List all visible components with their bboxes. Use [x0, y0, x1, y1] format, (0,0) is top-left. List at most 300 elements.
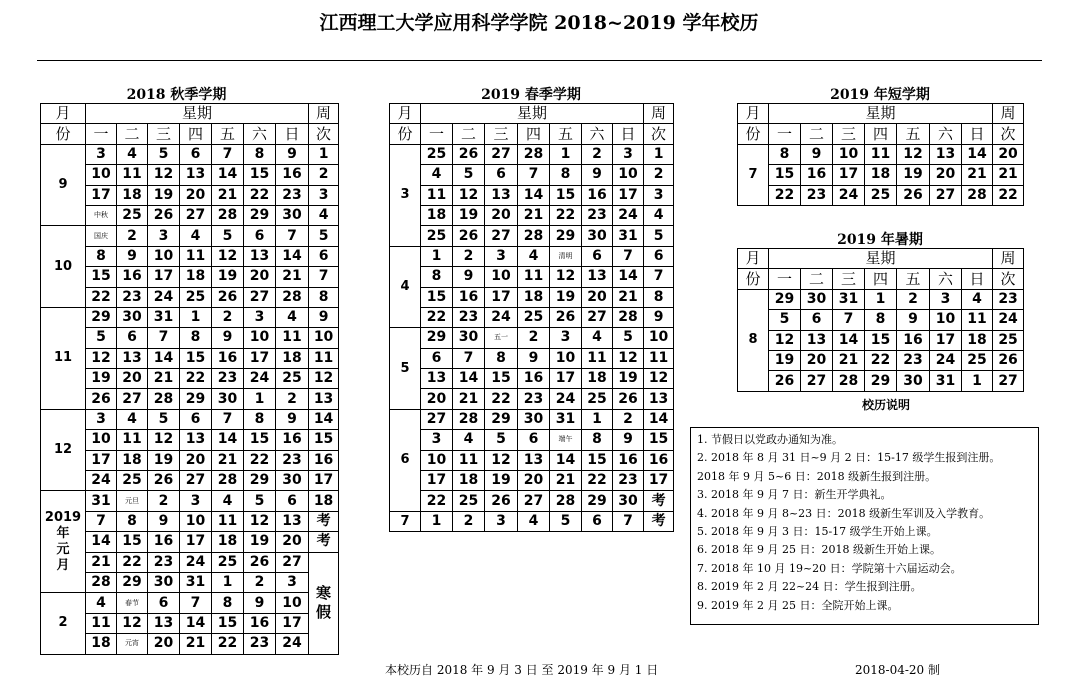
header-row	[738, 124, 1024, 144]
date-cell: 8	[769, 144, 801, 164]
date-cell: 31	[613, 226, 644, 246]
date-cell: 19	[86, 369, 117, 389]
date-cell: 18	[453, 471, 485, 491]
date-cell: 15	[421, 287, 453, 307]
date-cell: 16	[801, 165, 833, 185]
date-cell: 23	[613, 471, 644, 491]
date-cell: 3	[244, 307, 276, 327]
week-number: 4	[309, 205, 339, 225]
date-cell: 22	[865, 350, 897, 370]
week-row	[738, 165, 1024, 185]
date-cell: 19	[485, 471, 518, 491]
date-cell: 24	[148, 287, 180, 307]
date-cell: 25	[421, 226, 453, 246]
date-cell: 4	[582, 328, 613, 348]
date-cell: 4	[117, 409, 148, 429]
date-cell: 24	[930, 350, 962, 370]
date-cell: 5	[550, 511, 582, 531]
date-cell: 7	[180, 593, 212, 613]
date-cell: 6	[180, 144, 212, 164]
date-cell: 21	[212, 185, 244, 205]
date-cell: 2	[518, 328, 550, 348]
date-cell: 20	[244, 267, 276, 287]
weekday-header: 六	[930, 124, 962, 144]
date-cell: 7	[276, 226, 309, 246]
week-row	[41, 267, 339, 287]
date-cell: 19	[613, 369, 644, 389]
date-cell: 9	[613, 430, 644, 450]
date-cell: 22	[769, 185, 801, 205]
weekday-header: 六	[244, 124, 276, 144]
week-row	[41, 430, 339, 450]
date-cell: 18	[582, 369, 613, 389]
date-cell: 3	[180, 491, 212, 511]
date-cell: 3	[485, 511, 518, 531]
week-row	[41, 307, 339, 327]
date-cell: 28	[518, 226, 550, 246]
date-cell: 21	[276, 267, 309, 287]
date-cell: 5	[86, 328, 117, 348]
date-cell: 29	[865, 371, 897, 391]
date-cell: 6	[582, 511, 613, 531]
date-cell: 7	[212, 144, 244, 164]
week-row	[41, 246, 339, 266]
date-cell: 29	[485, 409, 518, 429]
date-cell: 8	[550, 165, 582, 185]
date-cell: 4	[518, 246, 550, 266]
date-cell: 13	[148, 613, 180, 633]
week-no-header-top: 周	[309, 104, 339, 124]
date-cell: 8	[421, 267, 453, 287]
week-number: 23	[993, 289, 1024, 309]
date-cell: 21	[613, 287, 644, 307]
date-cell: 15	[244, 165, 276, 185]
page-title: 江西理工大学应用科学学院 2018~2019 学年校历	[319, 12, 759, 34]
header-row	[738, 249, 1024, 269]
date-cell: 9	[897, 310, 930, 330]
date-cell: 9	[117, 246, 148, 266]
week-row	[41, 572, 339, 592]
week-number: 1	[309, 144, 339, 164]
note-item: 2018 年 9 月 5~6 日：2018 级新生报到注册。	[697, 469, 937, 483]
date-cell: 24	[276, 634, 309, 654]
date-cell: 12	[485, 450, 518, 470]
date-cell: 8	[244, 144, 276, 164]
weekday-header: 日	[276, 124, 309, 144]
date-cell: 7	[148, 328, 180, 348]
date-cell: 22	[485, 389, 518, 409]
week-no-header-top: 周	[993, 104, 1024, 124]
date-cell: 25	[865, 185, 897, 205]
month-label: 3	[390, 144, 421, 246]
holiday-cell: 五一	[485, 328, 518, 348]
date-cell: 17	[930, 330, 962, 350]
date-cell: 8	[86, 246, 117, 266]
week-row	[738, 289, 1024, 309]
date-cell: 28	[613, 307, 644, 327]
date-cell: 24	[550, 389, 582, 409]
date-cell: 6	[582, 246, 613, 266]
date-cell: 3	[86, 144, 117, 164]
date-cell: 4	[117, 144, 148, 164]
fall-semester-title: 2018 秋季学期	[126, 87, 227, 103]
weekday-header: 二	[453, 124, 485, 144]
date-cell: 9	[244, 593, 276, 613]
date-cell: 12	[550, 267, 582, 287]
date-cell: 2	[453, 511, 485, 531]
date-cell: 5	[148, 144, 180, 164]
week-row	[390, 409, 674, 429]
date-cell: 5	[613, 328, 644, 348]
date-cell: 23	[801, 185, 833, 205]
date-cell: 4	[276, 307, 309, 327]
date-cell: 16	[453, 287, 485, 307]
date-cell: 21	[962, 165, 993, 185]
date-cell: 1	[180, 307, 212, 327]
date-cell: 29	[769, 289, 801, 309]
week-number: 3	[644, 185, 674, 205]
weekday-header: 四	[865, 124, 897, 144]
date-cell: 17	[550, 369, 582, 389]
weekday-header: 日	[613, 124, 644, 144]
footer-date-range: 本校历自 2018 年 9 月 3 日 至 2019 年 9 月 1 日	[385, 663, 659, 677]
week-number: 8	[644, 287, 674, 307]
date-cell: 25	[582, 389, 613, 409]
date-cell: 7	[833, 310, 865, 330]
month-label: 11	[41, 307, 86, 409]
fall-semester-table	[40, 103, 339, 655]
week-number: 21	[993, 165, 1024, 185]
date-cell: 21	[453, 389, 485, 409]
date-cell: 13	[117, 348, 148, 368]
date-cell: 20	[180, 450, 212, 470]
summer-title: 2019 年暑期	[837, 232, 923, 248]
note-item: 5. 2018 年 9 月 3 日：15-17 级学生开始上课。	[697, 525, 938, 539]
date-cell: 28	[833, 371, 865, 391]
date-cell: 10	[613, 165, 644, 185]
date-cell: 26	[769, 371, 801, 391]
date-cell: 6	[244, 226, 276, 246]
date-cell: 30	[276, 205, 309, 225]
month-label: 4	[390, 246, 421, 328]
week-number: 16	[644, 450, 674, 470]
date-cell: 18	[86, 634, 117, 654]
date-cell: 1	[550, 144, 582, 164]
date-cell: 21	[833, 350, 865, 370]
weekday-header: 三	[833, 124, 865, 144]
notes-box	[690, 427, 1039, 625]
date-cell: 15	[212, 613, 244, 633]
date-cell: 12	[148, 430, 180, 450]
week-row	[41, 205, 339, 225]
week-number: 9	[644, 307, 674, 327]
date-cell: 17	[180, 532, 212, 552]
date-cell: 6	[180, 409, 212, 429]
date-cell: 27	[485, 226, 518, 246]
date-cell: 30	[613, 491, 644, 511]
date-cell: 2	[117, 226, 148, 246]
date-cell: 18	[421, 205, 453, 225]
date-cell: 17	[421, 471, 453, 491]
date-cell: 11	[86, 613, 117, 633]
date-cell: 5	[244, 491, 276, 511]
week-number: 1	[644, 144, 674, 164]
date-cell: 19	[244, 532, 276, 552]
winter-break-label: 寒 假	[309, 552, 339, 654]
week-row	[738, 371, 1024, 391]
week-no-header-top: 周	[644, 104, 674, 124]
date-cell: 24	[180, 552, 212, 572]
date-cell: 20	[276, 532, 309, 552]
weekday-header: 四	[865, 269, 897, 289]
date-cell: 5	[212, 226, 244, 246]
date-cell: 15	[550, 185, 582, 205]
week-row	[390, 450, 674, 470]
date-cell: 26	[244, 552, 276, 572]
month-label: 2019 年 元 月	[41, 491, 86, 593]
weekday-header: 一	[421, 124, 453, 144]
week-row	[738, 185, 1024, 205]
date-cell: 10	[148, 246, 180, 266]
summer-table	[737, 248, 1024, 392]
date-cell: 5	[485, 430, 518, 450]
header-row	[738, 104, 1024, 124]
date-cell: 12	[769, 330, 801, 350]
date-cell: 30	[453, 328, 485, 348]
date-cell: 18	[117, 450, 148, 470]
date-cell: 23	[897, 350, 930, 370]
date-cell: 23	[276, 185, 309, 205]
week-row	[41, 226, 339, 246]
week-row	[41, 613, 339, 633]
date-cell: 25	[180, 287, 212, 307]
week-no-header-bottom: 次	[993, 124, 1024, 144]
date-cell: 21	[148, 369, 180, 389]
date-cell: 27	[421, 409, 453, 429]
week-number: 考	[644, 491, 674, 511]
date-cell: 30	[212, 389, 244, 409]
date-cell: 15	[485, 369, 518, 389]
week-row	[41, 348, 339, 368]
weekday-header: 一	[769, 269, 801, 289]
date-cell: 28	[276, 287, 309, 307]
date-cell: 6	[485, 165, 518, 185]
date-cell: 14	[613, 267, 644, 287]
week-number: 15	[644, 430, 674, 450]
week-row	[390, 185, 674, 205]
week-number: 26	[993, 350, 1024, 370]
date-cell: 16	[897, 330, 930, 350]
date-cell: 23	[148, 552, 180, 572]
week-no-header-bottom: 次	[993, 269, 1024, 289]
month-header-bottom: 份	[390, 124, 421, 144]
date-cell: 16	[276, 165, 309, 185]
week-row	[390, 165, 674, 185]
date-cell: 8	[117, 511, 148, 531]
date-cell: 7	[453, 348, 485, 368]
date-cell: 2	[148, 491, 180, 511]
date-cell: 16	[518, 369, 550, 389]
date-cell: 29	[421, 328, 453, 348]
holiday-cell: 元宵	[117, 634, 148, 654]
week-row	[738, 350, 1024, 370]
date-cell: 31	[180, 572, 212, 592]
header-row	[390, 104, 674, 124]
month-label: 7	[738, 144, 769, 205]
date-cell: 13	[582, 267, 613, 287]
weekday-header: 一	[86, 124, 117, 144]
date-cell: 27	[180, 205, 212, 225]
week-number: 5	[644, 226, 674, 246]
date-cell: 19	[212, 267, 244, 287]
date-cell: 31	[833, 289, 865, 309]
week-row	[390, 307, 674, 327]
date-cell: 26	[453, 144, 485, 164]
date-cell: 11	[865, 144, 897, 164]
note-item: 3. 2018 年 9 月 7 日：新生开学典礼。	[697, 488, 892, 502]
notes-label: 校历说明	[861, 398, 910, 412]
week-row	[738, 310, 1024, 330]
date-cell: 13	[801, 330, 833, 350]
date-cell: 2	[582, 144, 613, 164]
week-number: 考	[644, 511, 674, 531]
week-number: 12	[644, 369, 674, 389]
date-cell: 22	[212, 634, 244, 654]
date-cell: 20	[930, 165, 962, 185]
date-cell: 20	[801, 350, 833, 370]
date-cell: 11	[421, 185, 453, 205]
weekday-header: 日	[962, 269, 993, 289]
week-row	[390, 389, 674, 409]
date-cell: 9	[212, 328, 244, 348]
date-cell: 26	[148, 205, 180, 225]
week-header: 星期	[769, 104, 993, 124]
date-cell: 15	[180, 348, 212, 368]
weekday-header: 四	[518, 124, 550, 144]
date-cell: 10	[276, 593, 309, 613]
date-cell: 14	[276, 246, 309, 266]
month-label: 10	[41, 226, 86, 308]
date-cell: 11	[582, 348, 613, 368]
date-cell: 28	[550, 491, 582, 511]
weekday-header: 五	[550, 124, 582, 144]
date-cell: 18	[276, 348, 309, 368]
date-cell: 4	[212, 491, 244, 511]
weekday-header: 一	[769, 124, 801, 144]
short-semester-table	[737, 103, 1024, 206]
week-row	[41, 185, 339, 205]
date-cell: 22	[244, 450, 276, 470]
date-cell: 23	[582, 205, 613, 225]
week-header: 星期	[421, 104, 644, 124]
date-cell: 30	[897, 371, 930, 391]
date-cell: 17	[485, 287, 518, 307]
date-cell: 26	[453, 226, 485, 246]
date-cell: 7	[613, 246, 644, 266]
week-row	[390, 348, 674, 368]
week-number: 2	[644, 165, 674, 185]
month-header-bottom: 份	[738, 269, 769, 289]
date-cell: 6	[421, 348, 453, 368]
date-cell: 14	[550, 450, 582, 470]
date-cell: 25	[453, 491, 485, 511]
holiday-cell: 端午	[550, 430, 582, 450]
date-cell: 20	[485, 205, 518, 225]
date-cell: 14	[212, 165, 244, 185]
date-cell: 18	[180, 267, 212, 287]
date-cell: 22	[421, 491, 453, 511]
date-cell: 9	[801, 144, 833, 164]
date-cell: 19	[769, 350, 801, 370]
note-item: 6. 2018 年 9 月 25 日：2018 级新生开始上课。	[697, 543, 941, 557]
week-row	[41, 165, 339, 185]
week-number: 13	[644, 389, 674, 409]
date-cell: 3	[930, 289, 962, 309]
date-cell: 7	[86, 511, 117, 531]
date-cell: 26	[148, 471, 180, 491]
date-cell: 3	[276, 572, 309, 592]
date-cell: 18	[865, 165, 897, 185]
date-cell: 4	[453, 430, 485, 450]
weekday-header: 五	[897, 124, 930, 144]
date-cell: 11	[180, 246, 212, 266]
date-cell: 6	[518, 430, 550, 450]
weekday-header: 二	[801, 269, 833, 289]
week-row	[41, 511, 339, 531]
month-label: 5	[390, 328, 421, 410]
date-cell: 29	[117, 572, 148, 592]
week-row	[41, 369, 339, 389]
holiday-cell: 清明	[550, 246, 582, 266]
week-number: 27	[993, 371, 1024, 391]
month-label: 2	[41, 593, 86, 654]
date-cell: 28	[148, 389, 180, 409]
date-cell: 8	[180, 328, 212, 348]
week-row	[390, 246, 674, 266]
weekday-header: 六	[582, 124, 613, 144]
date-cell: 4	[86, 593, 117, 613]
date-cell: 16	[276, 430, 309, 450]
date-cell: 23	[117, 287, 148, 307]
date-cell: 23	[276, 450, 309, 470]
date-cell: 21	[86, 552, 117, 572]
date-cell: 17	[833, 165, 865, 185]
week-row	[738, 144, 1024, 164]
date-cell: 14	[212, 430, 244, 450]
date-cell: 1	[421, 246, 453, 266]
week-number: 12	[309, 369, 339, 389]
week-number: 5	[309, 226, 339, 246]
date-cell: 19	[550, 287, 582, 307]
date-cell: 27	[276, 552, 309, 572]
date-cell: 15	[865, 330, 897, 350]
date-cell: 12	[453, 185, 485, 205]
date-cell: 14	[518, 185, 550, 205]
week-header: 星期	[86, 104, 309, 124]
week-number: 20	[993, 144, 1024, 164]
weekday-header: 二	[117, 124, 148, 144]
week-number: 2	[309, 165, 339, 185]
month-header-top: 月	[738, 104, 769, 124]
date-cell: 15	[86, 267, 117, 287]
date-cell: 11	[117, 165, 148, 185]
weekday-header: 五	[897, 269, 930, 289]
date-cell: 12	[613, 348, 644, 368]
date-cell: 10	[180, 511, 212, 531]
week-number: 17	[644, 471, 674, 491]
date-cell: 2	[453, 246, 485, 266]
date-cell: 22	[86, 287, 117, 307]
